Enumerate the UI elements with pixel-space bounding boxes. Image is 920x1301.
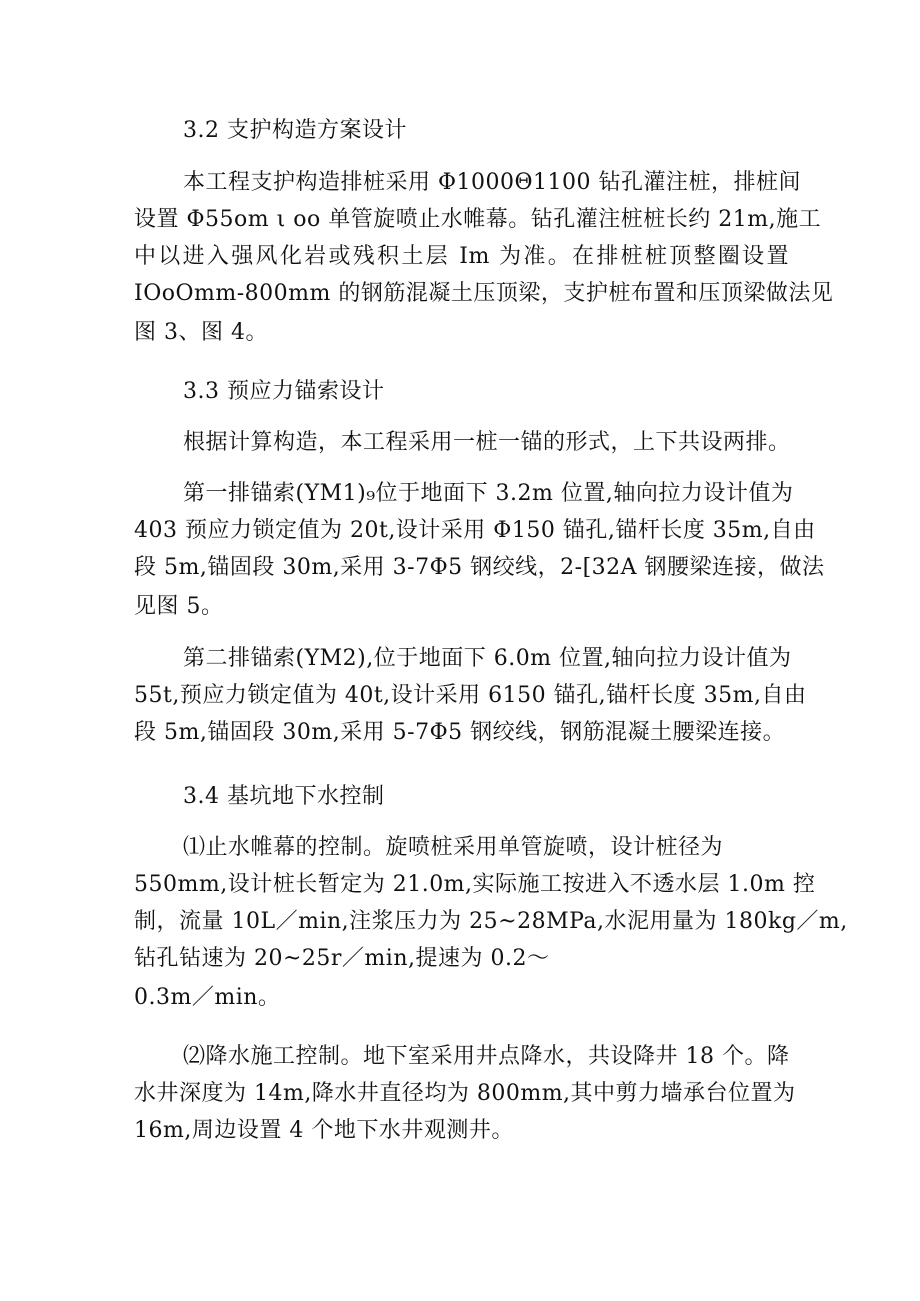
paragraph-line: 550mm,设计桩长暂定为 21.0m,实际施工按进入不透水层 1.0m 控 <box>134 872 816 897</box>
paragraph-line: 16m,周边设置 4 个地下水井观测井。 <box>134 1118 514 1143</box>
paragraph-line: 本工程支护构造排桩采用 Φ1000Θ1100 钻孔灌注桩，排桩间 <box>183 170 802 195</box>
paragraph-line: 钻孔钻速为 20~25r／min,提速为 0.2～ <box>134 946 550 971</box>
paragraph-line: 第二排锚索(YM2),位于地面下 6.0m 位置,轴向拉力设计值为 <box>183 646 792 671</box>
section-heading-3-2: 3.2 支护构造方案设计 <box>183 118 407 143</box>
paragraph-line: 中以进入强风化岩或残积土层 Im 为准。在排桩桩顶整圈设置 <box>134 244 789 269</box>
section-heading-3-4: 3.4 基坑地下水控制 <box>183 784 385 809</box>
paragraph-line: 制，流量 10L／min,注浆压力为 25~28MPa,水泥用量为 180kg／m, <box>134 909 848 934</box>
paragraph-line: 水井深度为 14m,降水井直径均为 800mm,其中剪力墙承台位置为 <box>134 1081 796 1106</box>
paragraph-line: 段 5m,锚固段 30m,采用 5-7Φ5 钢绞线，钢筋混凝土腰梁连接。 <box>134 720 786 745</box>
paragraph-line: 0.3m／min。 <box>134 985 281 1010</box>
paragraph-line: ⑴止水帷幕的控制。旋喷桩采用单管旋喷，设计桩径为 <box>183 835 724 860</box>
paragraph-line: 段 5m,锚固段 30m,采用 3-7Φ5 钢绞线，2-[32A 钢腰梁连接，做法 <box>134 555 825 580</box>
paragraph-line: 55t,预应力锁定值为 40t,设计采用 6150 锚孔,锚杆长度 35m,自由 <box>134 683 807 708</box>
paragraph-line: 根据计算构造，本工程采用一桩一锚的形式，上下共设两排。 <box>183 430 791 455</box>
paragraph-line: 403 预应力锁定值为 20t,设计采用 Φ150 锚孔,锚杆长度 35m,自由 <box>134 518 816 543</box>
paragraph-line: IOoOmm-800mm 的钢筋混凝土压顶梁，支护桩布置和压顶梁做法见 <box>134 281 834 306</box>
section-heading-3-3: 3.3 预应力锚索设计 <box>183 379 385 404</box>
paragraph-line: 第一排锚索(YM1)₉位于地面下 3.2m 位置,轴向拉力设计值为 <box>183 481 794 506</box>
paragraph-line: 图 3、图 4。 <box>134 320 268 345</box>
paragraph-line: 设置 Φ55om ι oo 单管旋喷止水帷幕。钻孔灌注桩桩长约 21m,施工 <box>134 207 822 232</box>
paragraph-line: ⑵降水施工控制。地下室采用井点降水，共设降井 18 个。降 <box>183 1044 790 1069</box>
paragraph-line: 见图 5。 <box>134 594 224 619</box>
